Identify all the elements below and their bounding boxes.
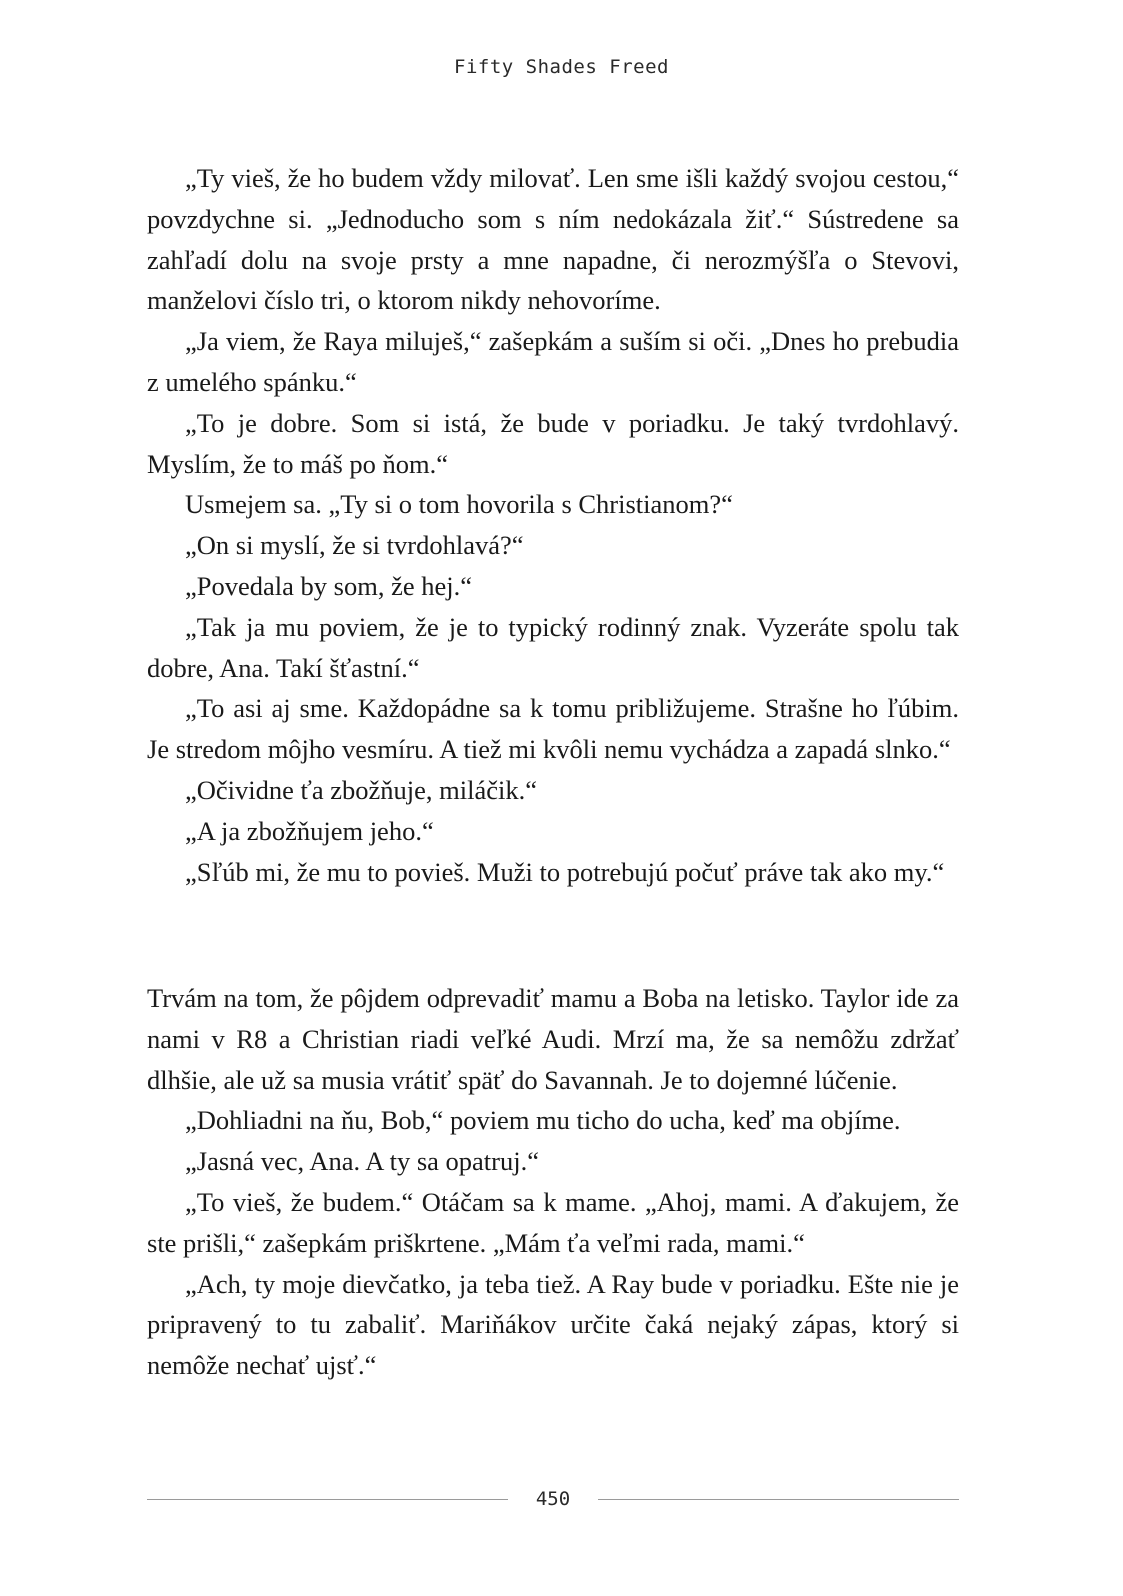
paragraph: Usmejem sa. „Ty si o tom hovorila s Christianom?“ [185,489,733,520]
paragraph: „To vieš, že budem.“ Otáčam sa k mame. „Ahoj, mami. A ďakujem, že ste prišli,“ zašepkám priškrtene. „Mám ťa veľmi rada, mami.“ [147,1186,959,1258]
paragraph: „On si myslí, že si tvrdohlavá?“ [185,530,524,561]
page-footer [147,1484,959,1514]
text-section-1 [147,158,959,892]
paragraph: „Dohliadni na ňu, Bob,“ poviem mu ticho do ucha, keď ma objíme. [185,1105,901,1136]
paragraph: „Tak ja mu poviem, že je to typický rodinný znak. Vyzeráte spolu tak dobre, Ana. Takí šťastní.“ [147,611,959,683]
paragraph: „Očividne ťa zbožňuje, miláčik.“ [185,774,537,805]
paragraph: „Sľúb mi, že mu to povieš. Muži to potrebujú počuť práve tak ako my.“ [185,856,945,887]
footer-rule-left [147,1499,508,1500]
paragraph: „Ja viem, že Raya miluješ,“ zašepkám a suším si oči. „Dnes ho prebudia z umelého spánku.“ [147,326,959,397]
paragraph: Trvám na tom, že pôjdem odprevadiť mamu a Boba na letisko. Taylor ide za nami v R8 a Christian riadi veľké Audi. Mrzí ma, že sa nemôžu zdržať dlhšie, ale už sa musia vrátiť späť do Savannah. Je to dojemné lúčenie. [147,983,959,1095]
paragraph: „Jasná vec, Ana. A ty sa opatruj.“ [185,1146,539,1177]
paragraph: „To je dobre. Som si istá, že bude v poriadku. Je taký tvrdohlavý. Myslím, že to máš po ňom.“ [147,407,959,479]
page-number: 450 [535,1488,571,1510]
paragraph: „Ty vieš, že ho budem vždy milovať. Len sme išli každý svojou cestou,“ povzdychne si. „Jednoducho som s ním nedokázala žiť.“ Sústredene sa zahľadí dolu na svoje prsty a mne napadne, či nerozmýšľa o Stevovi, manželovi číslo tri, o ktorom nikdy nehovoríme. [147,163,959,316]
running-head-book-title: Fifty Shades Freed [454,56,669,78]
paragraph: „A ja zbožňujem jeho.“ [185,815,434,846]
paragraph: „To asi aj sme. Každopádne sa k tomu približujeme. Strašne ho ľúbim. Je stredom môjho vesmíru. A tiež mi kvôli nemu vychádza a zapadá slnko.“ [147,693,959,765]
footer-rule-right [598,1499,959,1500]
text-section-2 [147,978,959,1386]
paragraph: „Povedala by som, že hej.“ [185,570,472,601]
paragraph: „Ach, ty moje dievčatko, ja teba tiež. A Ray bude v poriadku. Ešte nie je pripravený to tu zabaliť. Mariňákov určite čaká nejaký zápas, ktorý si nemôže nechať ujsť.“ [147,1268,959,1381]
